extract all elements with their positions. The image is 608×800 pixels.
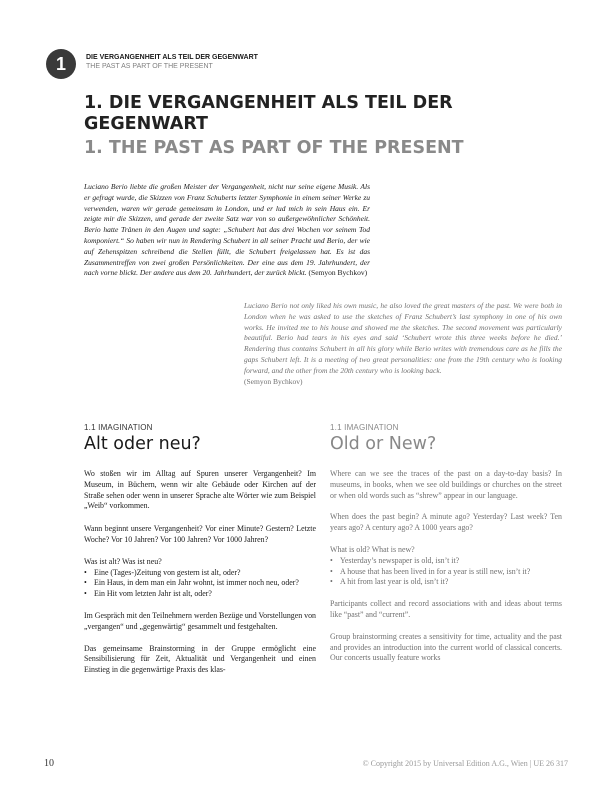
section-english-question: What is old? What is new? (330, 544, 415, 554)
list-item: • Ein Haus, in dem man ein Jahr wohnt, ist immer noch neu, oder? (84, 578, 316, 589)
section-german-question: Was ist alt? Was ist neu? (84, 556, 162, 566)
chapter-title-german: 1. DIE VERGANGENHEIT ALS TEIL DER GEGENWART (84, 93, 453, 134)
quote-german-text: Luciano Berio liebte die großen Meister der Vergangenheit, nicht nur seine eigene Musik. Als er gefragt wurde, die Skizzen von Franz Schuberts letzter Symphonie in einem seiner Werke zu verwenden, waren wir gerade gemeinsam in London, und er lud mich in sein Haus ein. Er zeigte mir die Skizzen, und gerade der zweite Satz war von so außergewöhnlicher Schönheit. Berio hatte Tränen in den Augen und sagte: „Schubert hat das drei Wochen vor seinem Tod komponiert.“ So haben wir nun in Rendering Schubert in all seiner Pracht und Berio, der wie auf Zehenspitzen schreibend die Stellen füllt, die Schubert freigelassen hat. Es ist das Zusammentreffen von zwei großen Persönlichkeiten. Der eine aus dem 19. Jahrhundert, der nach vorne blickt. Der andere aus dem 20. Jahrhundert, der zurück blickt. (84, 182, 370, 278)
list-item: • A house that has been lived in for a year is still new, isn’t it? (330, 567, 562, 578)
section-german-paragraph: Im Gespräch mit den Teilnehmern werden Bezüge und Vorstellungen von „vergangen“ und „gegenwärtig“ gesammelt und festgehalten. (84, 610, 316, 631)
section-german-list (84, 568, 316, 600)
running-head-english: THE PAST AS PART OF THE PRESENT (86, 63, 213, 70)
section-english-column (330, 423, 562, 675)
section-german-heading: Alt oder neu? (84, 434, 201, 454)
section-english-heading: Old or New? (330, 434, 437, 454)
section-english-list (330, 556, 562, 588)
quote-english-author: (Semyon Bychkov) (244, 376, 303, 386)
quote-german (84, 182, 370, 279)
section-english-kicker: 1.1 IMAGINATION (330, 423, 399, 432)
section-english-paragraph: Group brainstorming creates a sensitivity for time, actuality and the past and provides an introduction into the current world of classical concerts. Our concerts usually feature works (330, 631, 562, 663)
section-german-paragraph: Wann beginnt unsere Vergangenheit? Vor einer Minute? Gestern? Letzte Woche? Vor 10 Jahren? Vor 100 Jahren? Vor 1000 Jahren? (84, 524, 316, 544)
section-german-paragraph: Das gemeinsame Brainstorming in der Gruppe ermöglicht eine Sensibilisierung für Zeit, Aktualität und Vergangenheit und einen Einstieg in die gegenwärtige Praxis des klas- (84, 643, 316, 675)
section-english-paragraph: Participants collect and record associations with and ideas about terms like “past” and “current”. (330, 599, 562, 619)
section-german-kicker: 1.1 IMAGINATION (84, 423, 153, 432)
quote-english-text: Luciano Berio not only liked his own music, he also loved the great masters of the past. We were both in London when he was asked to use the sketches of Franz Schubert’s last symphony in one of his own works. He invited me to his house and showed me the sketches. The second movement was particularly beautiful. Berio had tears in his eyes and said ‘Schubert wrote this three weeks before he died.’ Rendering thus contains Schubert in all his glory while Berio writes with tremendous care as he fills the gaps Schubert left. It is a meeting of two great personalities: one from the 19th century who is looking forward, and the other from the 20th century who is looking back. (244, 301, 562, 375)
running-head-german: DIE VERGANGENHEIT ALS TEIL DER GEGENWART (86, 54, 258, 61)
section-english-paragraph: When does the past begin? A minute ago? Yesterday? Last week? Ten years ago? A century ago? A 1000 years ago? (330, 512, 562, 533)
chapter-title-english: 1. THE PAST AS PART OF THE PRESENT (84, 138, 464, 158)
running-head (86, 53, 258, 71)
quote-german-author: (Semyon Bychkov) (308, 268, 368, 278)
list-item: • A hit from last year is old, isn’t it? (330, 577, 562, 588)
list-item: • Ein Hit vom letzten Jahr ist alt, oder? (84, 589, 316, 600)
quote-english (244, 301, 562, 387)
copyright-notice: © Copyright 2015 by Universal Edition A.G., Wien | UE 26 317 (362, 759, 568, 768)
section-german-paragraph: Wo stoßen wir im Alltag auf Spuren unserer Vergangenheit? Im Museum, in Büchern, wenn wir alte Gebäude oder Kirchen auf der Straße sehen oder wenn in unserer Sprache alte Wörter wie zum Beispiel „Weib“ vorkommen. (84, 469, 316, 511)
section-german-column (84, 423, 316, 687)
chapter-number-badge: 1 (46, 49, 76, 79)
section-english-paragraph: Where can we see the traces of the past on a day-to-day basis? In museums, in books, when we see old buildings or churches on the street or when old words such as “shrew” appear in our language. (330, 469, 562, 500)
page-number: 10 (44, 758, 54, 769)
list-item: • Yesterday’s newspaper is old, isn’t it? (330, 556, 562, 567)
list-item: • Eine (Tages-)Zeitung von gestern ist alt, oder? (84, 568, 316, 579)
